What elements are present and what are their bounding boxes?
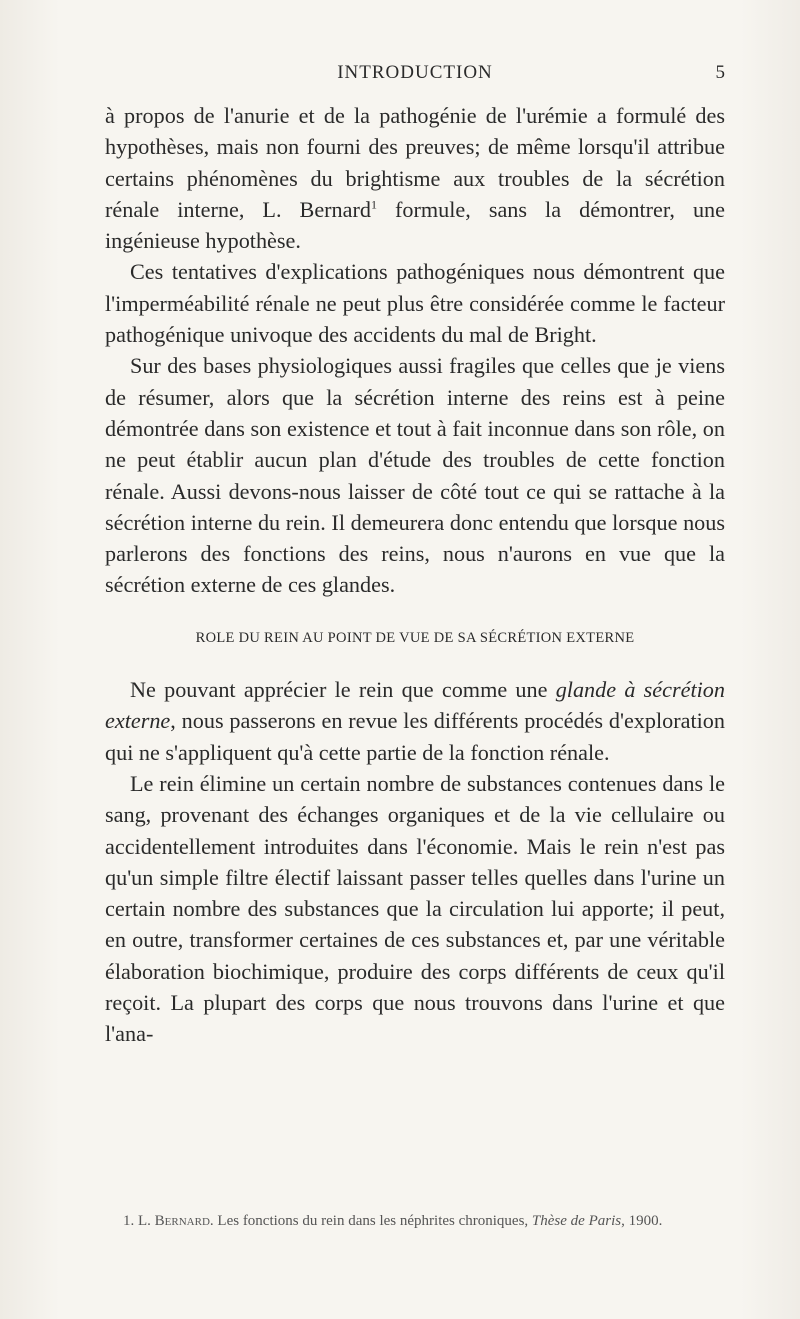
- footnote-text: Les fonctions du rein dans les néphrites chroniques,: [213, 1213, 532, 1229]
- page-header: [105, 62, 725, 92]
- paragraph-4-text-a: Ne pouvant apprécier le rein que comme une: [130, 677, 556, 703]
- footnote: [105, 1212, 725, 1231]
- paragraph-1: [105, 100, 725, 256]
- section-heading: ROLE DU REIN AU POINT DE VUE DE SA SÉCRÉTION EXTERNE: [195, 629, 635, 646]
- paragraph-4-text-b: , nous passerons en revue les différents procédés d'exploration qui ne s'appliquent qu'à cette partie de la fonction rénale.: [105, 708, 725, 765]
- paragraph-5: Le rein élimine un certain nombre de substances contenues dans le sang, provenant des échanges organiques et de la vie cellulaire ou accidentellement introduites dans l'économie. Mais le rein n'est pas qu'un simple filtre électif laissant passer telles quelles dans l'urine un certain nombre des substances que la circulation lui apporte; il peut, en outre, transformer certaines de ces substances et, par une véritable élaboration biochimique, produire des corps différents de ceux qu'il reçoit. La plupart des corps que nous trouvons dans l'urine et que l'ana-: [105, 770, 725, 1047]
- paragraph-4: [105, 674, 725, 768]
- paragraph-1-text-b: formule, sans la démontrer, une ingénieuse hypothèse.: [105, 196, 725, 254]
- footnote-title: Thèse de Paris: [531, 1213, 622, 1229]
- running-head: INTRODUCTION: [337, 62, 493, 83]
- footnote-author: L. Bernard.: [138, 1213, 214, 1229]
- paragraph-1-text-a: à propos de l'anurie et de la pathogénie de l'urémie a formulé des hypothèses, mais non fourni des preuves; de même lorsqu'il attribue certains phénomènes du brightisme aux troubles de la sécrétion rénale interne, L. Bernard: [105, 103, 725, 222]
- paragraph-2: Ces tentatives d'explications pathogéniques nous démontrent que l'imperméabilité rénale ne peut plus être considérée comme le facteur pathogénique univoque des accidents du mal de Bright.: [105, 259, 725, 348]
- page-number: 5: [715, 62, 725, 83]
- footnote-ref: 1: [370, 197, 377, 212]
- paragraph-4-emphasis: glande à sécrétion externe: [105, 677, 725, 734]
- footnote-year: , 1900.: [621, 1213, 663, 1229]
- paragraph-3: Sur des bases physiologiques aussi fragiles que celles que je viens de résumer, alors que la sécrétion interne des reins est à peine démontrée dans son existence et tout à fait inconnue dans son rôle, on ne peut établir aucun plan d'étude des troubles de cette fonction rénale. Aussi devons-nous laisser de côté tout ce qui se rattache à la sécrétion interne du rein. Il demeurera donc entendu que lorsque nous parlerons des fonctions des reins, nous n'aurons en vue que la sécrétion externe de ces glandes.: [105, 353, 725, 598]
- body-text: [105, 100, 725, 1050]
- footnote-number: 1.: [123, 1213, 135, 1229]
